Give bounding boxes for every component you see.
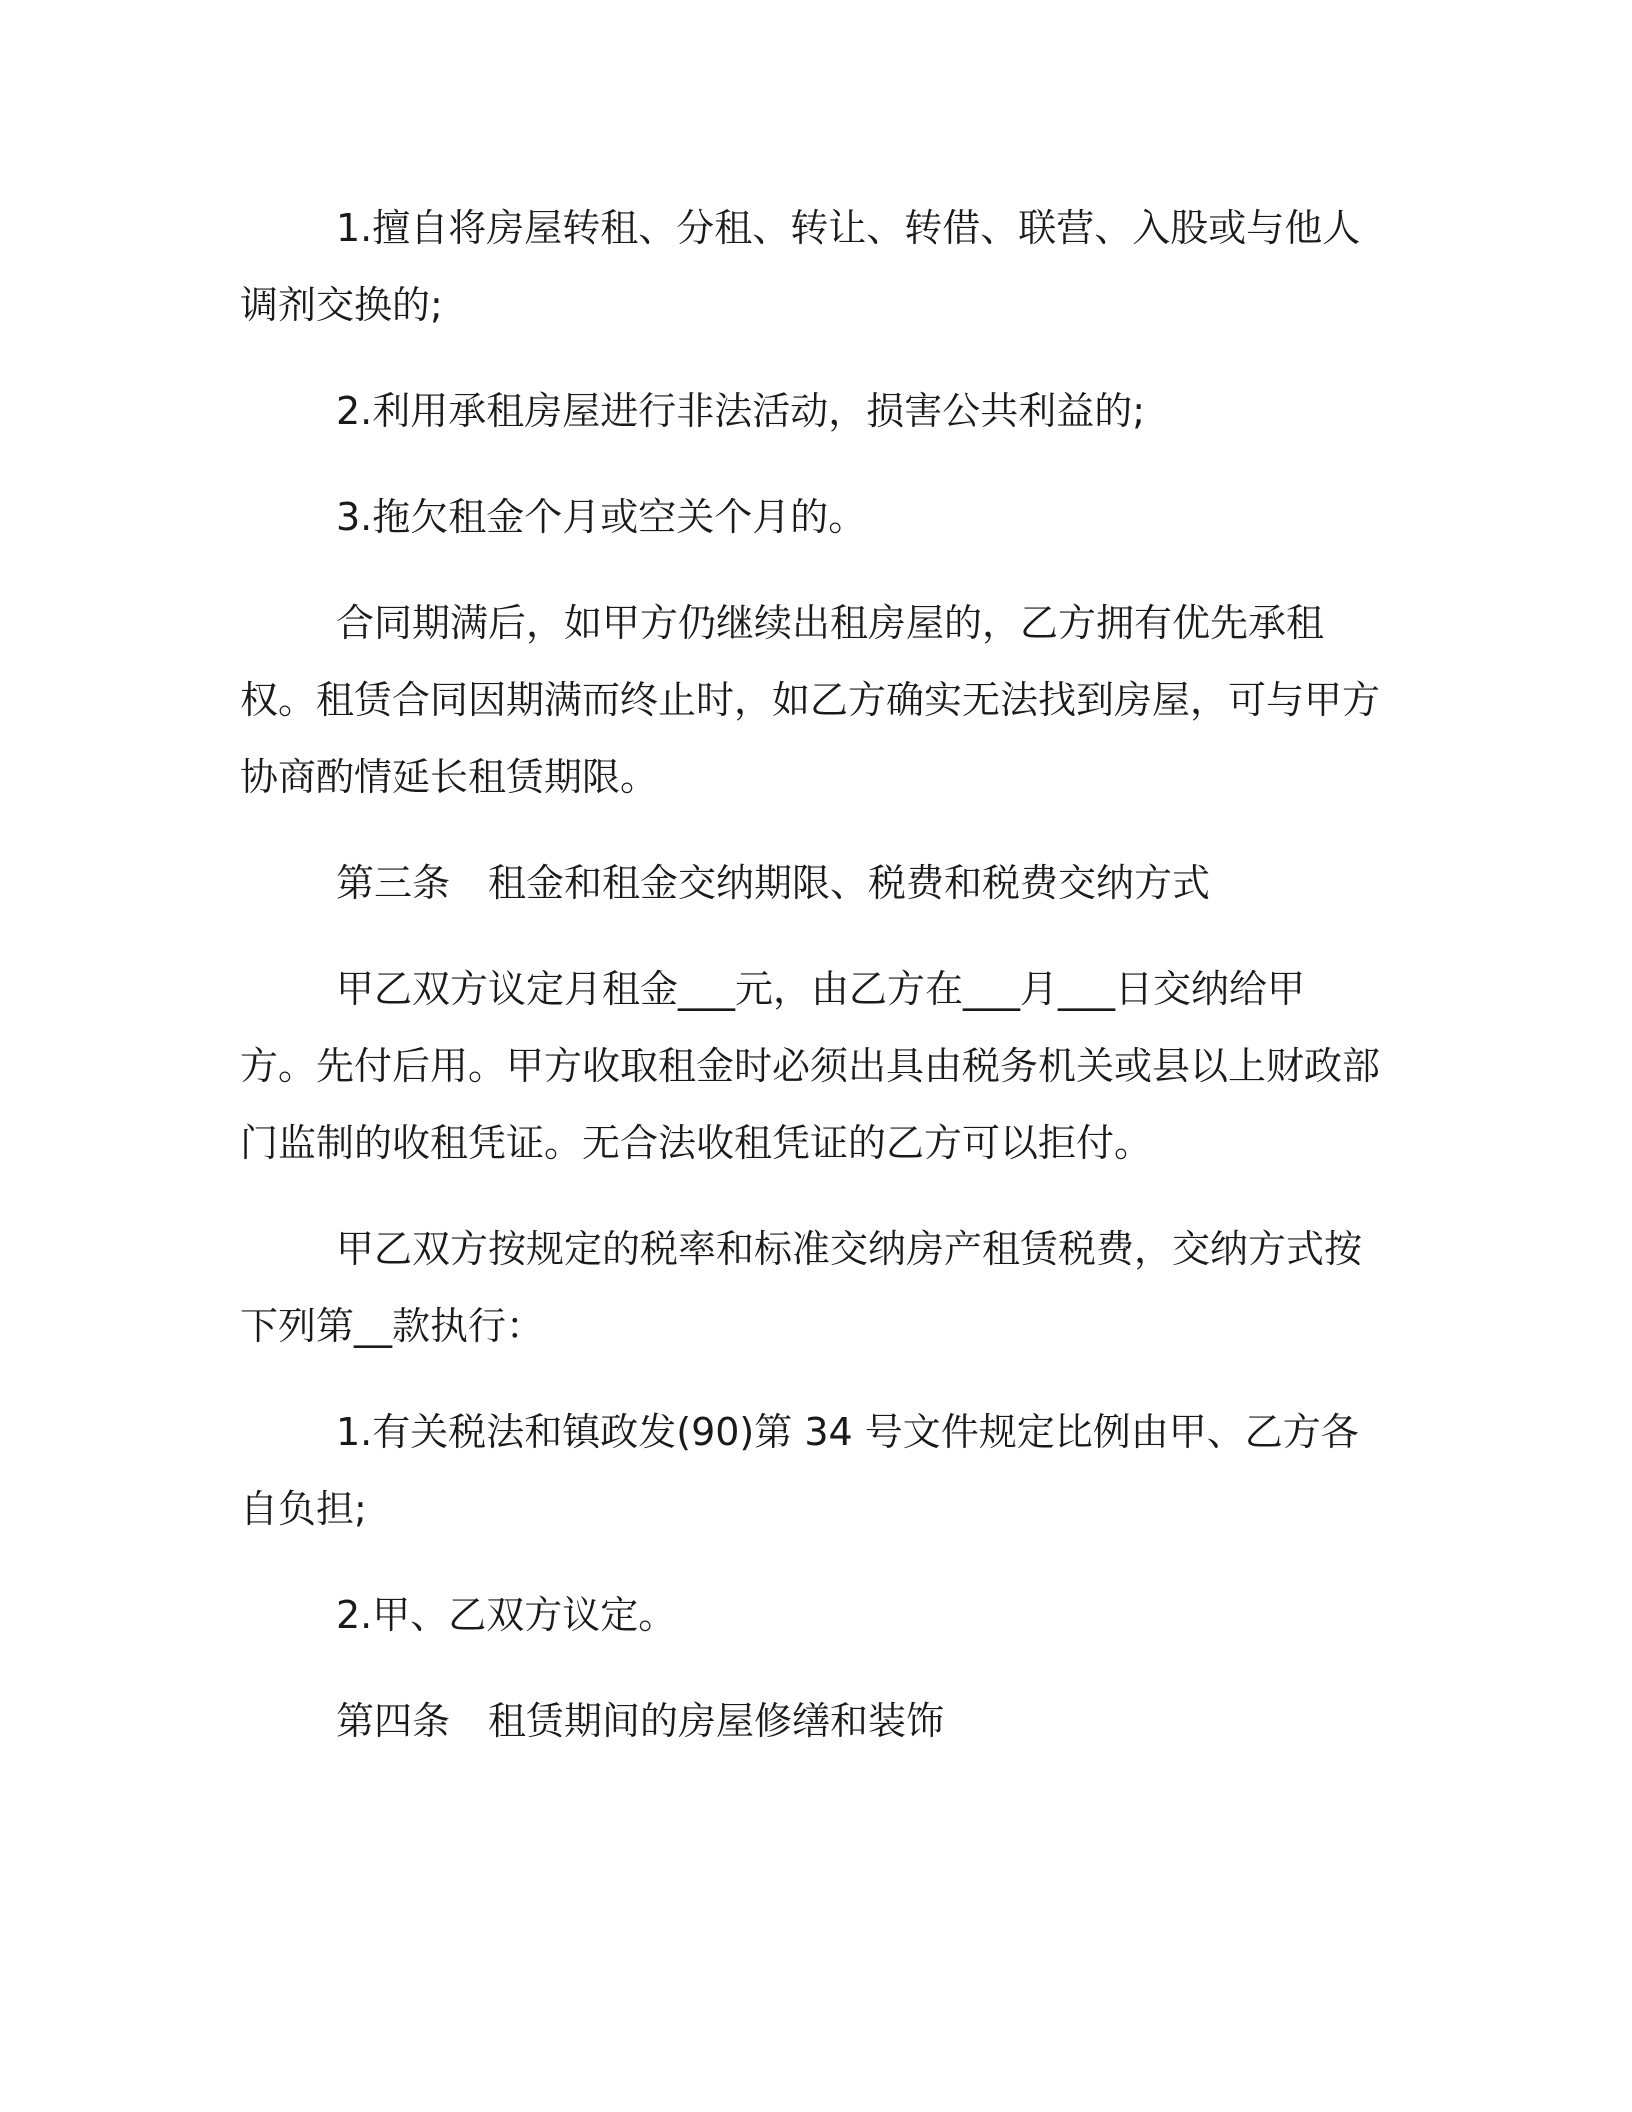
clause-item-rent-arrears: 3.拖欠租金个月或空关个月的。 <box>336 495 867 539</box>
article-3-heading: 第三条 租金和租金交纳期限、税费和税费交纳方式 <box>336 861 1211 905</box>
clause-item-illegal-use: 2.利用承租房屋进行非法活动，损害公共利益的; <box>336 389 1146 433</box>
paragraph-monthly-rent: 甲乙双方议定月租金___元，由乙方在___月___日交纳给甲方。先付后用。甲方收取租金时必须出具由税务机关或县以上财政部门监制的收租凭证。无合法收租凭证的乙方可以拒付。 <box>240 967 1381 1165</box>
paragraph-tax-payment: 甲乙双方按规定的税率和标准交纳房产租赁税费，交纳方式按下列第__款执行： <box>240 1227 1363 1348</box>
paragraph-renewal: 合同期满后，如甲方仍继续出租房屋的，乙方拥有优先承租权。租赁合同因期满而终止时，如乙方确实无法找到房屋，可与甲方协商酌情延长租赁期限。 <box>240 601 1381 799</box>
clause-item-sublet: 1.擅自将房屋转租、分租、转让、转借、联营、入股或与他人调剂交换的; <box>240 206 1361 327</box>
document-page <box>240 190 1380 1789</box>
tax-option-2: 2.甲、乙双方议定。 <box>336 1593 677 1637</box>
article-4-heading: 第四条 租赁期间的房屋修缮和装饰 <box>336 1699 945 1743</box>
tax-option-1: 1.有关税法和镇政发(90)第 34 号文件规定比例由甲、乙方各自负担; <box>240 1410 1359 1531</box>
